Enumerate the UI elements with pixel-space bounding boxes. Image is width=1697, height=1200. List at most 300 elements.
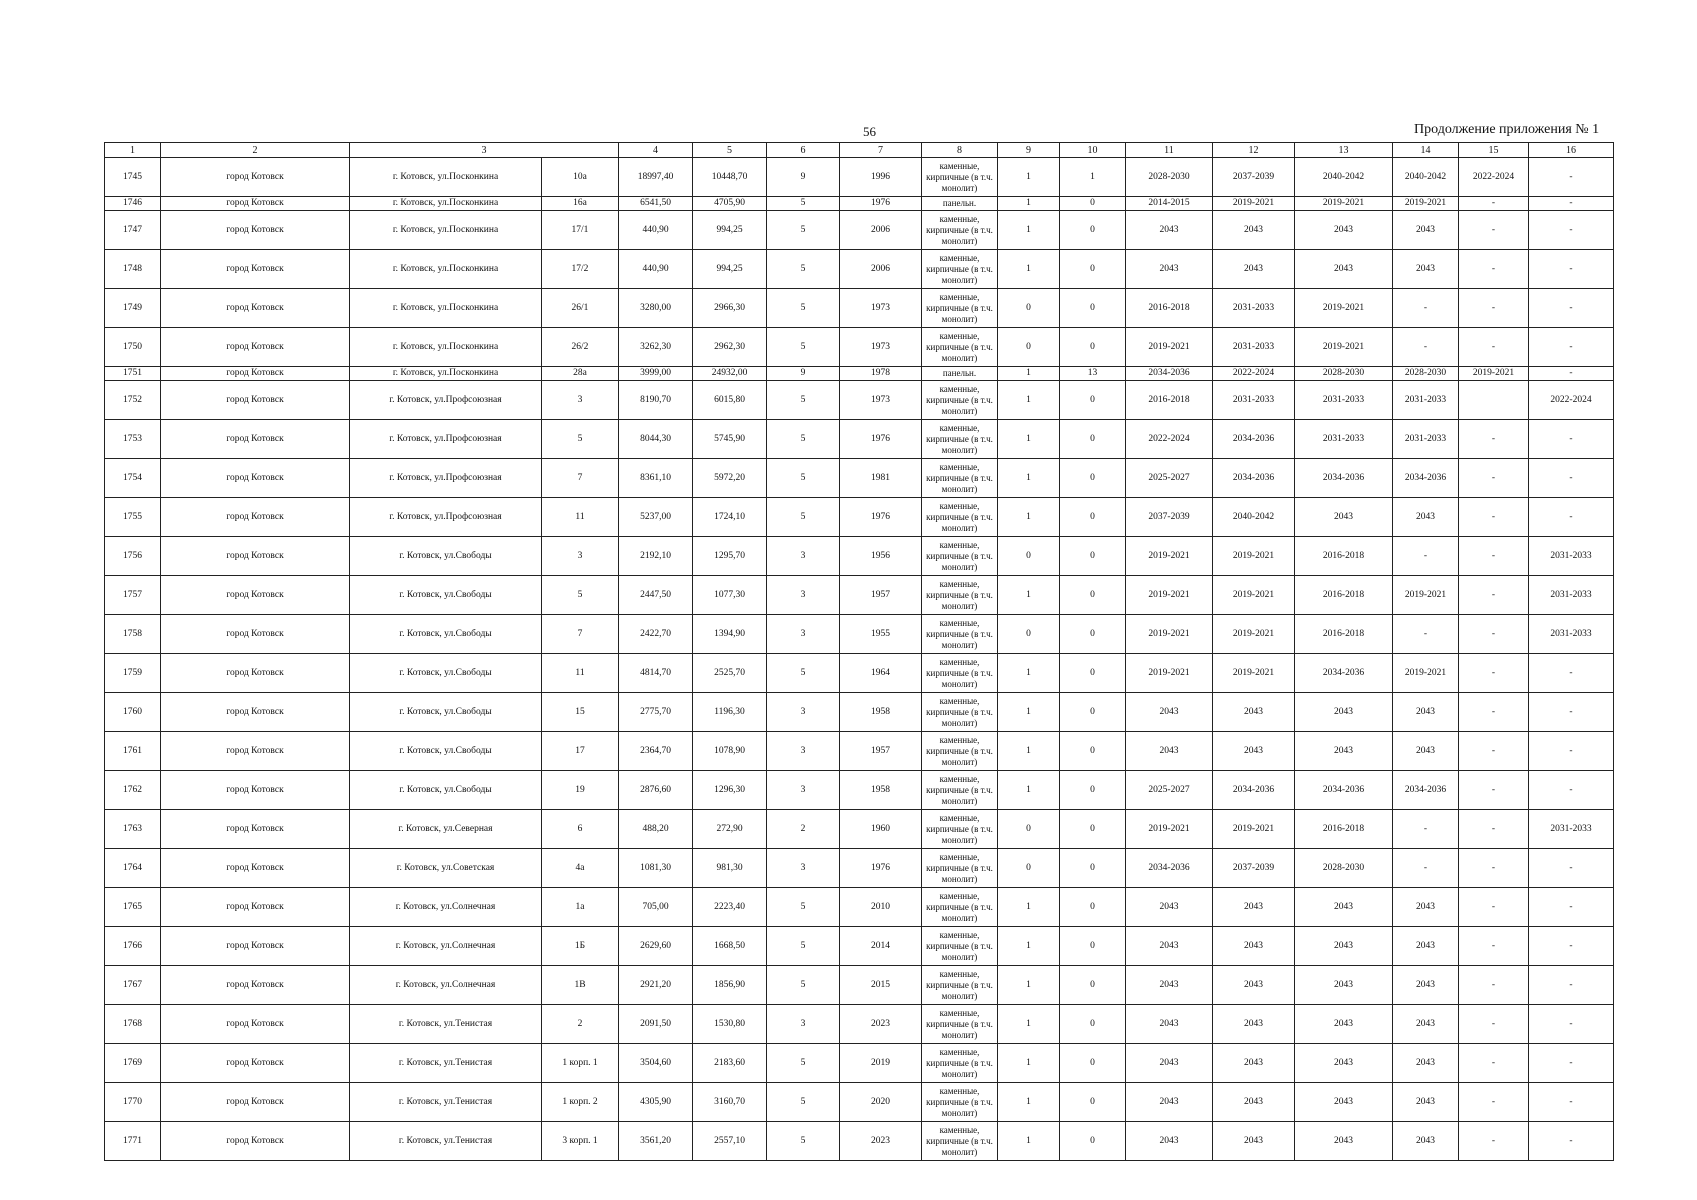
appendix-note: Продолжение приложения № 1 <box>1414 122 1600 137</box>
period-13-cell: 2028-2030 <box>1295 367 1393 381</box>
period-15-cell: 2019-2021 <box>1459 367 1529 381</box>
house-number-cell: 17/2 <box>542 250 619 289</box>
period-15-cell: 2022-2024 <box>1459 158 1529 197</box>
period-16-cell: - <box>1529 693 1614 732</box>
period-16-cell: - <box>1529 367 1614 381</box>
living-area-cell: 1078,90 <box>693 732 767 771</box>
col-9-value-cell: 1 <box>998 197 1060 211</box>
table-row <box>105 367 1614 381</box>
living-area-cell: 2183,60 <box>693 1044 767 1083</box>
wall-material-cell: каменные, кирпичные (в т.ч. монолит) <box>922 732 998 771</box>
col-header: 1 <box>105 143 161 158</box>
row-number-cell: 1761 <box>105 732 161 771</box>
period-15-cell: - <box>1459 459 1529 498</box>
period-13-cell: 2031-2033 <box>1295 420 1393 459</box>
row-number-cell: 1752 <box>105 381 161 420</box>
settlement-cell: город Котовск <box>161 771 350 810</box>
col-10-value-cell: 0 <box>1060 498 1126 537</box>
living-area-cell: 4705,90 <box>693 197 767 211</box>
settlement-cell: город Котовск <box>161 732 350 771</box>
settlement-cell: город Котовск <box>161 654 350 693</box>
year-built-cell: 2023 <box>840 1005 922 1044</box>
col-9-value-cell: 1 <box>998 498 1060 537</box>
period-13-cell: 2019-2021 <box>1295 197 1393 211</box>
total-area-cell: 705,00 <box>619 888 693 927</box>
period-12-cell: 2040-2042 <box>1213 498 1295 537</box>
period-11-cell: 2019-2021 <box>1126 654 1213 693</box>
address-cell: г. Котовск, ул.Профсоюзная <box>350 459 542 498</box>
house-number-cell: 10а <box>542 158 619 197</box>
row-number-cell: 1754 <box>105 459 161 498</box>
table-row <box>105 1005 1614 1044</box>
settlement-cell: город Котовск <box>161 966 350 1005</box>
period-12-cell: 2037-2039 <box>1213 849 1295 888</box>
period-14-cell: 2043 <box>1393 966 1459 1005</box>
period-11-cell: 2043 <box>1126 732 1213 771</box>
row-number-cell: 1748 <box>105 250 161 289</box>
col-10-value-cell: 0 <box>1060 732 1126 771</box>
col-9-value-cell: 0 <box>998 289 1060 328</box>
year-built-cell: 1996 <box>840 158 922 197</box>
total-area-cell: 2921,20 <box>619 966 693 1005</box>
period-11-cell: 2019-2021 <box>1126 810 1213 849</box>
period-16-cell: - <box>1529 849 1614 888</box>
year-built-cell: 1958 <box>840 693 922 732</box>
floors-cell: 5 <box>767 966 840 1005</box>
year-built-cell: 2014 <box>840 927 922 966</box>
col-10-value-cell: 0 <box>1060 615 1126 654</box>
col-10-value-cell: 0 <box>1060 420 1126 459</box>
table-row <box>105 615 1614 654</box>
col-header: 5 <box>693 143 767 158</box>
house-number-cell: 1 корп. 2 <box>542 1083 619 1122</box>
living-area-cell: 1295,70 <box>693 537 767 576</box>
wall-material-cell: каменные, кирпичные (в т.ч. монолит) <box>922 888 998 927</box>
col-9-value-cell: 1 <box>998 367 1060 381</box>
period-13-cell: 2016-2018 <box>1295 810 1393 849</box>
period-13-cell: 2043 <box>1295 1005 1393 1044</box>
row-number-cell: 1765 <box>105 888 161 927</box>
row-number-cell: 1764 <box>105 849 161 888</box>
period-16-cell: - <box>1529 771 1614 810</box>
period-13-cell: 2034-2036 <box>1295 771 1393 810</box>
floors-cell: 5 <box>767 211 840 250</box>
period-14-cell: 2043 <box>1393 888 1459 927</box>
wall-material-cell: каменные, кирпичные (в т.ч. монолит) <box>922 576 998 615</box>
period-12-cell: 2043 <box>1213 1122 1295 1161</box>
period-14-cell: 2043 <box>1393 250 1459 289</box>
period-12-cell: 2034-2036 <box>1213 420 1295 459</box>
table-row <box>105 459 1614 498</box>
address-cell: г. Котовск, ул.Посконкина <box>350 328 542 367</box>
address-cell: г. Котовск, ул.Посконкина <box>350 158 542 197</box>
col-10-value-cell: 0 <box>1060 888 1126 927</box>
period-14-cell: - <box>1393 810 1459 849</box>
table-row <box>105 732 1614 771</box>
living-area-cell: 2525,70 <box>693 654 767 693</box>
floors-cell: 5 <box>767 459 840 498</box>
period-11-cell: 2043 <box>1126 1005 1213 1044</box>
col-9-value-cell: 1 <box>998 693 1060 732</box>
address-cell: г. Котовск, ул.Свободы <box>350 537 542 576</box>
col-10-value-cell: 0 <box>1060 1083 1126 1122</box>
house-number-cell: 26/1 <box>542 289 619 328</box>
living-area-cell: 272,90 <box>693 810 767 849</box>
period-16-cell: - <box>1529 1005 1614 1044</box>
period-15-cell: - <box>1459 537 1529 576</box>
row-number-cell: 1771 <box>105 1122 161 1161</box>
period-13-cell: 2043 <box>1295 250 1393 289</box>
period-16-cell: - <box>1529 250 1614 289</box>
col-10-value-cell: 0 <box>1060 197 1126 211</box>
period-15-cell <box>1459 381 1529 420</box>
period-11-cell: 2019-2021 <box>1126 537 1213 576</box>
column-number-row <box>105 143 1614 158</box>
table-row <box>105 250 1614 289</box>
wall-material-cell: каменные, кирпичные (в т.ч. монолит) <box>922 498 998 537</box>
period-11-cell: 2034-2036 <box>1126 367 1213 381</box>
period-13-cell: 2043 <box>1295 1083 1393 1122</box>
wall-material-cell: каменные, кирпичные (в т.ч. монолит) <box>922 537 998 576</box>
table-row <box>105 420 1614 459</box>
period-15-cell: - <box>1459 576 1529 615</box>
period-16-cell: 2022-2024 <box>1529 381 1614 420</box>
living-area-cell: 6015,80 <box>693 381 767 420</box>
period-16-cell: - <box>1529 888 1614 927</box>
wall-material-cell: панельн. <box>922 367 998 381</box>
address-cell: г. Котовск, ул.Советская <box>350 849 542 888</box>
col-10-value-cell: 0 <box>1060 537 1126 576</box>
period-12-cell: 2043 <box>1213 732 1295 771</box>
floors-cell: 5 <box>767 420 840 459</box>
page-number: 56 <box>863 124 876 139</box>
period-11-cell: 2043 <box>1126 1044 1213 1083</box>
period-14-cell: 2043 <box>1393 1083 1459 1122</box>
col-9-value-cell: 1 <box>998 654 1060 693</box>
address-cell: г. Котовск, ул.Тенистая <box>350 1044 542 1083</box>
living-area-cell: 1077,30 <box>693 576 767 615</box>
period-15-cell: - <box>1459 927 1529 966</box>
house-number-cell: 3 <box>542 381 619 420</box>
period-15-cell: - <box>1459 771 1529 810</box>
year-built-cell: 2006 <box>840 250 922 289</box>
period-13-cell: 2034-2036 <box>1295 654 1393 693</box>
settlement-cell: город Котовск <box>161 1005 350 1044</box>
total-area-cell: 4814,70 <box>619 654 693 693</box>
table-row <box>105 966 1614 1005</box>
floors-cell: 3 <box>767 693 840 732</box>
period-12-cell: 2043 <box>1213 1083 1295 1122</box>
year-built-cell: 1958 <box>840 771 922 810</box>
period-12-cell: 2043 <box>1213 1005 1295 1044</box>
wall-material-cell: каменные, кирпичные (в т.ч. монолит) <box>922 459 998 498</box>
period-16-cell: - <box>1529 158 1614 197</box>
period-16-cell: 2031-2033 <box>1529 615 1614 654</box>
settlement-cell: город Котовск <box>161 576 350 615</box>
total-area-cell: 2422,70 <box>619 615 693 654</box>
settlement-cell: город Котовск <box>161 289 350 328</box>
year-built-cell: 1973 <box>840 289 922 328</box>
period-15-cell: - <box>1459 498 1529 537</box>
period-13-cell: 2040-2042 <box>1295 158 1393 197</box>
period-12-cell: 2022-2024 <box>1213 367 1295 381</box>
total-area-cell: 440,90 <box>619 250 693 289</box>
period-15-cell: - <box>1459 211 1529 250</box>
row-number-cell: 1763 <box>105 810 161 849</box>
period-12-cell: 2043 <box>1213 693 1295 732</box>
col-9-value-cell: 1 <box>998 250 1060 289</box>
year-built-cell: 2010 <box>840 888 922 927</box>
period-15-cell: - <box>1459 328 1529 367</box>
living-area-cell: 1296,30 <box>693 771 767 810</box>
floors-cell: 5 <box>767 289 840 328</box>
wall-material-cell: каменные, кирпичные (в т.ч. монолит) <box>922 420 998 459</box>
col-10-value-cell: 0 <box>1060 654 1126 693</box>
total-area-cell: 3999,00 <box>619 367 693 381</box>
total-area-cell: 3561,20 <box>619 1122 693 1161</box>
col-header: 8 <box>922 143 998 158</box>
period-11-cell: 2043 <box>1126 1122 1213 1161</box>
total-area-cell: 8190,70 <box>619 381 693 420</box>
period-16-cell: - <box>1529 927 1614 966</box>
living-area-cell: 1856,90 <box>693 966 767 1005</box>
period-16-cell: - <box>1529 289 1614 328</box>
period-13-cell: 2043 <box>1295 1044 1393 1083</box>
living-area-cell: 2966,30 <box>693 289 767 328</box>
total-area-cell: 6541,50 <box>619 197 693 211</box>
period-16-cell: 2031-2033 <box>1529 810 1614 849</box>
period-15-cell: - <box>1459 1044 1529 1083</box>
period-15-cell: - <box>1459 197 1529 211</box>
housing-register-table <box>104 142 1614 1161</box>
address-cell: г. Котовск, ул.Профсоюзная <box>350 381 542 420</box>
year-built-cell: 1976 <box>840 849 922 888</box>
floors-cell: 3 <box>767 537 840 576</box>
col-10-value-cell: 0 <box>1060 1005 1126 1044</box>
floors-cell: 3 <box>767 849 840 888</box>
col-header: 15 <box>1459 143 1529 158</box>
period-11-cell: 2043 <box>1126 211 1213 250</box>
period-16-cell: - <box>1529 654 1614 693</box>
living-area-cell: 2962,30 <box>693 328 767 367</box>
year-built-cell: 2006 <box>840 211 922 250</box>
row-number-cell: 1770 <box>105 1083 161 1122</box>
col-10-value-cell: 0 <box>1060 211 1126 250</box>
wall-material-cell: панельн. <box>922 197 998 211</box>
period-12-cell: 2019-2021 <box>1213 197 1295 211</box>
floors-cell: 3 <box>767 615 840 654</box>
col-header: 3 <box>350 143 619 158</box>
period-11-cell: 2043 <box>1126 1083 1213 1122</box>
table-row <box>105 654 1614 693</box>
table-row <box>105 498 1614 537</box>
settlement-cell: город Котовск <box>161 459 350 498</box>
period-11-cell: 2025-2027 <box>1126 459 1213 498</box>
house-number-cell: 3 корп. 1 <box>542 1122 619 1161</box>
period-14-cell: 2019-2021 <box>1393 576 1459 615</box>
period-13-cell: 2043 <box>1295 693 1393 732</box>
year-built-cell: 1973 <box>840 381 922 420</box>
col-9-value-cell: 1 <box>998 771 1060 810</box>
wall-material-cell: каменные, кирпичные (в т.ч. монолит) <box>922 1122 998 1161</box>
period-16-cell: 2031-2033 <box>1529 576 1614 615</box>
settlement-cell: город Котовск <box>161 158 350 197</box>
row-number-cell: 1750 <box>105 328 161 367</box>
table-row <box>105 211 1614 250</box>
address-cell: г. Котовск, ул.Посконкина <box>350 289 542 328</box>
period-16-cell: - <box>1529 328 1614 367</box>
table-row <box>105 381 1614 420</box>
address-cell: г. Котовск, ул.Посконкина <box>350 211 542 250</box>
wall-material-cell: каменные, кирпичные (в т.ч. монолит) <box>922 1083 998 1122</box>
col-10-value-cell: 0 <box>1060 966 1126 1005</box>
house-number-cell: 17/1 <box>542 211 619 250</box>
total-area-cell: 2447,50 <box>619 576 693 615</box>
col-10-value-cell: 1 <box>1060 158 1126 197</box>
total-area-cell: 2629,60 <box>619 927 693 966</box>
col-10-value-cell: 0 <box>1060 810 1126 849</box>
living-area-cell: 1530,80 <box>693 1005 767 1044</box>
wall-material-cell: каменные, кирпичные (в т.ч. монолит) <box>922 771 998 810</box>
house-number-cell: 26/2 <box>542 328 619 367</box>
col-10-value-cell: 0 <box>1060 250 1126 289</box>
floors-cell: 9 <box>767 158 840 197</box>
house-number-cell: 11 <box>542 498 619 537</box>
address-cell: г. Котовск, ул.Профсоюзная <box>350 498 542 537</box>
col-9-value-cell: 1 <box>998 459 1060 498</box>
living-area-cell: 1668,50 <box>693 927 767 966</box>
period-15-cell: - <box>1459 420 1529 459</box>
address-cell: г. Котовск, ул.Свободы <box>350 615 542 654</box>
table-row <box>105 1122 1614 1161</box>
period-12-cell: 2043 <box>1213 211 1295 250</box>
living-area-cell: 981,30 <box>693 849 767 888</box>
col-10-value-cell: 0 <box>1060 289 1126 328</box>
col-9-value-cell: 1 <box>998 966 1060 1005</box>
living-area-cell: 5745,90 <box>693 420 767 459</box>
col-header: 14 <box>1393 143 1459 158</box>
period-14-cell: 2043 <box>1393 498 1459 537</box>
period-15-cell: - <box>1459 289 1529 328</box>
year-built-cell: 1976 <box>840 420 922 459</box>
table-row <box>105 537 1614 576</box>
row-number-cell: 1753 <box>105 420 161 459</box>
settlement-cell: город Котовск <box>161 1083 350 1122</box>
table-row <box>105 328 1614 367</box>
col-9-value-cell: 0 <box>998 328 1060 367</box>
address-cell: г. Котовск, ул.Свободы <box>350 576 542 615</box>
period-13-cell: 2016-2018 <box>1295 576 1393 615</box>
settlement-cell: город Котовск <box>161 1122 350 1161</box>
total-area-cell: 488,20 <box>619 810 693 849</box>
total-area-cell: 2775,70 <box>619 693 693 732</box>
floors-cell: 2 <box>767 810 840 849</box>
period-14-cell: 2019-2021 <box>1393 654 1459 693</box>
table-row <box>105 576 1614 615</box>
floors-cell: 5 <box>767 250 840 289</box>
period-11-cell: 2025-2027 <box>1126 771 1213 810</box>
table-row <box>105 1083 1614 1122</box>
house-number-cell: 5 <box>542 576 619 615</box>
year-built-cell: 1976 <box>840 498 922 537</box>
col-header: 13 <box>1295 143 1393 158</box>
row-number-cell: 1767 <box>105 966 161 1005</box>
house-number-cell: 1В <box>542 966 619 1005</box>
col-9-value-cell: 0 <box>998 810 1060 849</box>
period-12-cell: 2034-2036 <box>1213 459 1295 498</box>
year-built-cell: 1976 <box>840 197 922 211</box>
year-built-cell: 1956 <box>840 537 922 576</box>
period-12-cell: 2019-2021 <box>1213 615 1295 654</box>
row-number-cell: 1747 <box>105 211 161 250</box>
period-12-cell: 2043 <box>1213 927 1295 966</box>
floors-cell: 5 <box>767 927 840 966</box>
col-9-value-cell: 1 <box>998 576 1060 615</box>
settlement-cell: город Котовск <box>161 328 350 367</box>
living-area-cell: 2223,40 <box>693 888 767 927</box>
address-cell: г. Котовск, ул.Посконкина <box>350 367 542 381</box>
period-11-cell: 2043 <box>1126 888 1213 927</box>
col-header: 10 <box>1060 143 1126 158</box>
period-13-cell: 2034-2036 <box>1295 459 1393 498</box>
col-header: 16 <box>1529 143 1614 158</box>
settlement-cell: город Котовск <box>161 693 350 732</box>
year-built-cell: 1981 <box>840 459 922 498</box>
floors-cell: 5 <box>767 1044 840 1083</box>
year-built-cell: 1973 <box>840 328 922 367</box>
table-row <box>105 693 1614 732</box>
house-number-cell: 11 <box>542 654 619 693</box>
settlement-cell: город Котовск <box>161 927 350 966</box>
total-area-cell: 3504,60 <box>619 1044 693 1083</box>
total-area-cell: 5237,00 <box>619 498 693 537</box>
period-11-cell: 2043 <box>1126 966 1213 1005</box>
total-area-cell: 3280,00 <box>619 289 693 328</box>
floors-cell: 5 <box>767 654 840 693</box>
period-12-cell: 2019-2021 <box>1213 810 1295 849</box>
col-9-value-cell: 1 <box>998 1044 1060 1083</box>
total-area-cell: 440,90 <box>619 211 693 250</box>
row-number-cell: 1758 <box>105 615 161 654</box>
row-number-cell: 1768 <box>105 1005 161 1044</box>
period-13-cell: 2016-2018 <box>1295 615 1393 654</box>
address-cell: г. Котовск, ул.Тенистая <box>350 1005 542 1044</box>
period-16-cell: - <box>1529 420 1614 459</box>
period-15-cell: - <box>1459 693 1529 732</box>
house-number-cell: 1Б <box>542 927 619 966</box>
period-11-cell: 2014-2015 <box>1126 197 1213 211</box>
address-cell: г. Котовск, ул.Солнечная <box>350 927 542 966</box>
row-number-cell: 1745 <box>105 158 161 197</box>
year-built-cell: 1964 <box>840 654 922 693</box>
house-number-cell: 7 <box>542 615 619 654</box>
row-number-cell: 1746 <box>105 197 161 211</box>
period-12-cell: 2031-2033 <box>1213 381 1295 420</box>
period-14-cell: 2031-2033 <box>1393 420 1459 459</box>
total-area-cell: 8044,30 <box>619 420 693 459</box>
living-area-cell: 994,25 <box>693 211 767 250</box>
wall-material-cell: каменные, кирпичные (в т.ч. монолит) <box>922 693 998 732</box>
living-area-cell: 1724,10 <box>693 498 767 537</box>
floors-cell: 3 <box>767 1005 840 1044</box>
col-9-value-cell: 0 <box>998 615 1060 654</box>
row-number-cell: 1755 <box>105 498 161 537</box>
house-number-cell: 6 <box>542 810 619 849</box>
period-15-cell: - <box>1459 849 1529 888</box>
period-16-cell: - <box>1529 1083 1614 1122</box>
floors-cell: 5 <box>767 498 840 537</box>
period-15-cell: - <box>1459 810 1529 849</box>
